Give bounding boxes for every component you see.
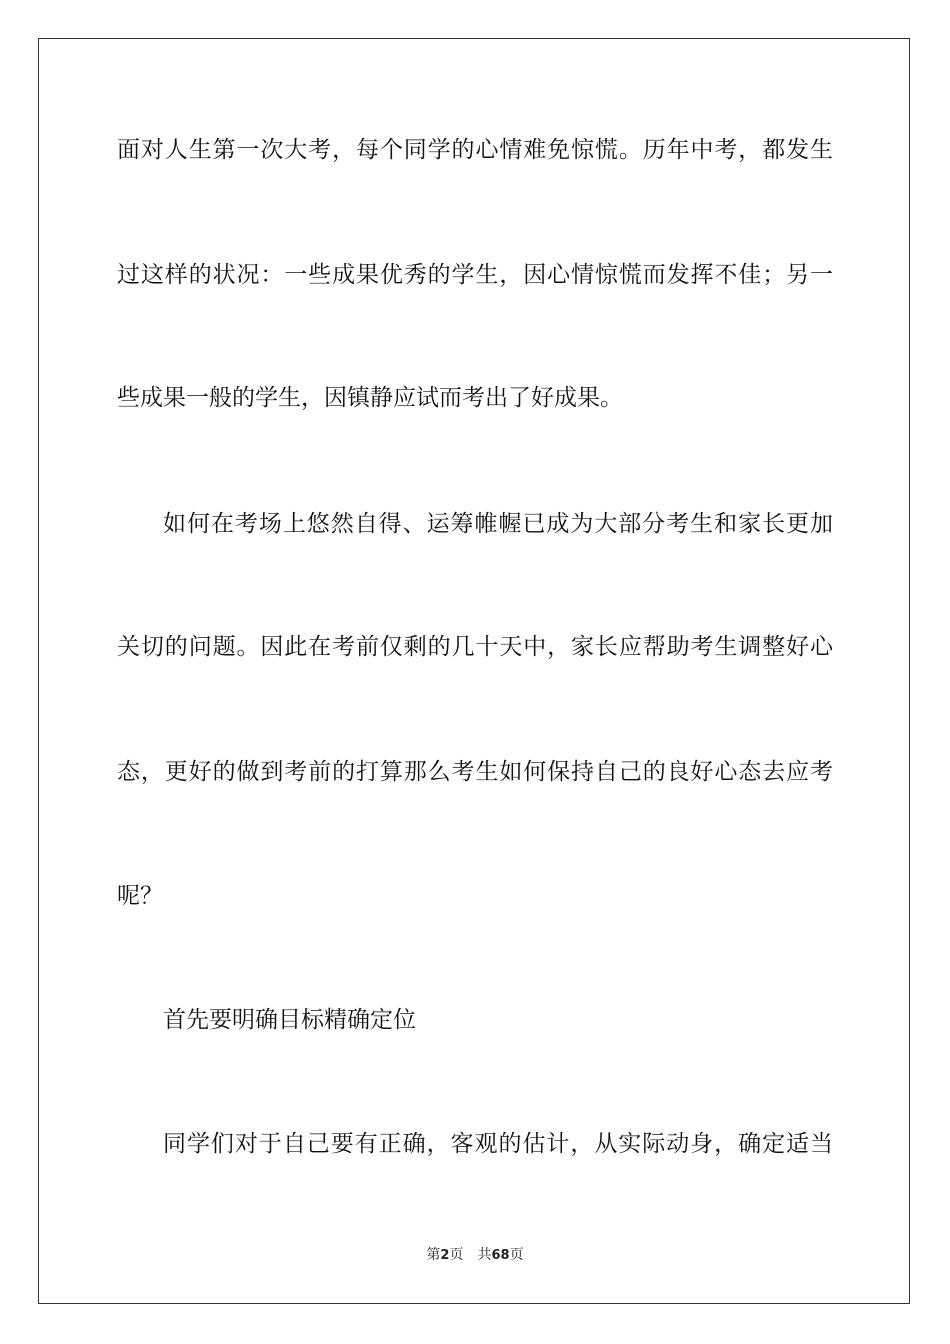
page-footer <box>0 1245 950 1266</box>
paragraph-3-line-1: 同学们对于自己要有正确，客观的估计，从实际动身，确定适当 <box>163 1131 833 1157</box>
footer-total-suffix: 页 <box>509 1247 524 1263</box>
footer-page-suffix: 页 <box>449 1247 464 1263</box>
footer-page-prefix: 第 <box>426 1247 441 1263</box>
section-heading: 首先要明确目标精确定位 <box>163 1007 416 1033</box>
paragraph-2-line-2: 关切的问题。因此在考前仅剩的几十天中，家长应帮助考生调整好心 <box>117 634 833 660</box>
paragraph-2-line-3: 态，更好的做到考前的打算那么考生如何保持自己的良好心态去应考 <box>117 759 833 785</box>
paragraph-2-line-4: 呢？ <box>117 883 163 909</box>
footer-total-number: 68 <box>491 1248 510 1263</box>
footer-total-prefix: 共 <box>477 1247 492 1263</box>
paragraph-1-line-1: 面对人生第一次大考，每个同学的心情难免惊慌。历年中考，都发生 <box>117 137 833 163</box>
paragraph-1-line-2: 过这样的状况：一些成果优秀的学生，因心情惊慌而发挥不佳；另一 <box>117 262 833 288</box>
footer-page-number: 2 <box>440 1248 450 1263</box>
page-border <box>38 38 910 1304</box>
paragraph-1-line-3: 些成果一般的学生，因镇静应试而考出了好成果。 <box>117 385 623 411</box>
paragraph-2-line-1: 如何在考场上悠然自得、运筹帷幄已成为大部分考生和家长更加 <box>163 511 833 537</box>
